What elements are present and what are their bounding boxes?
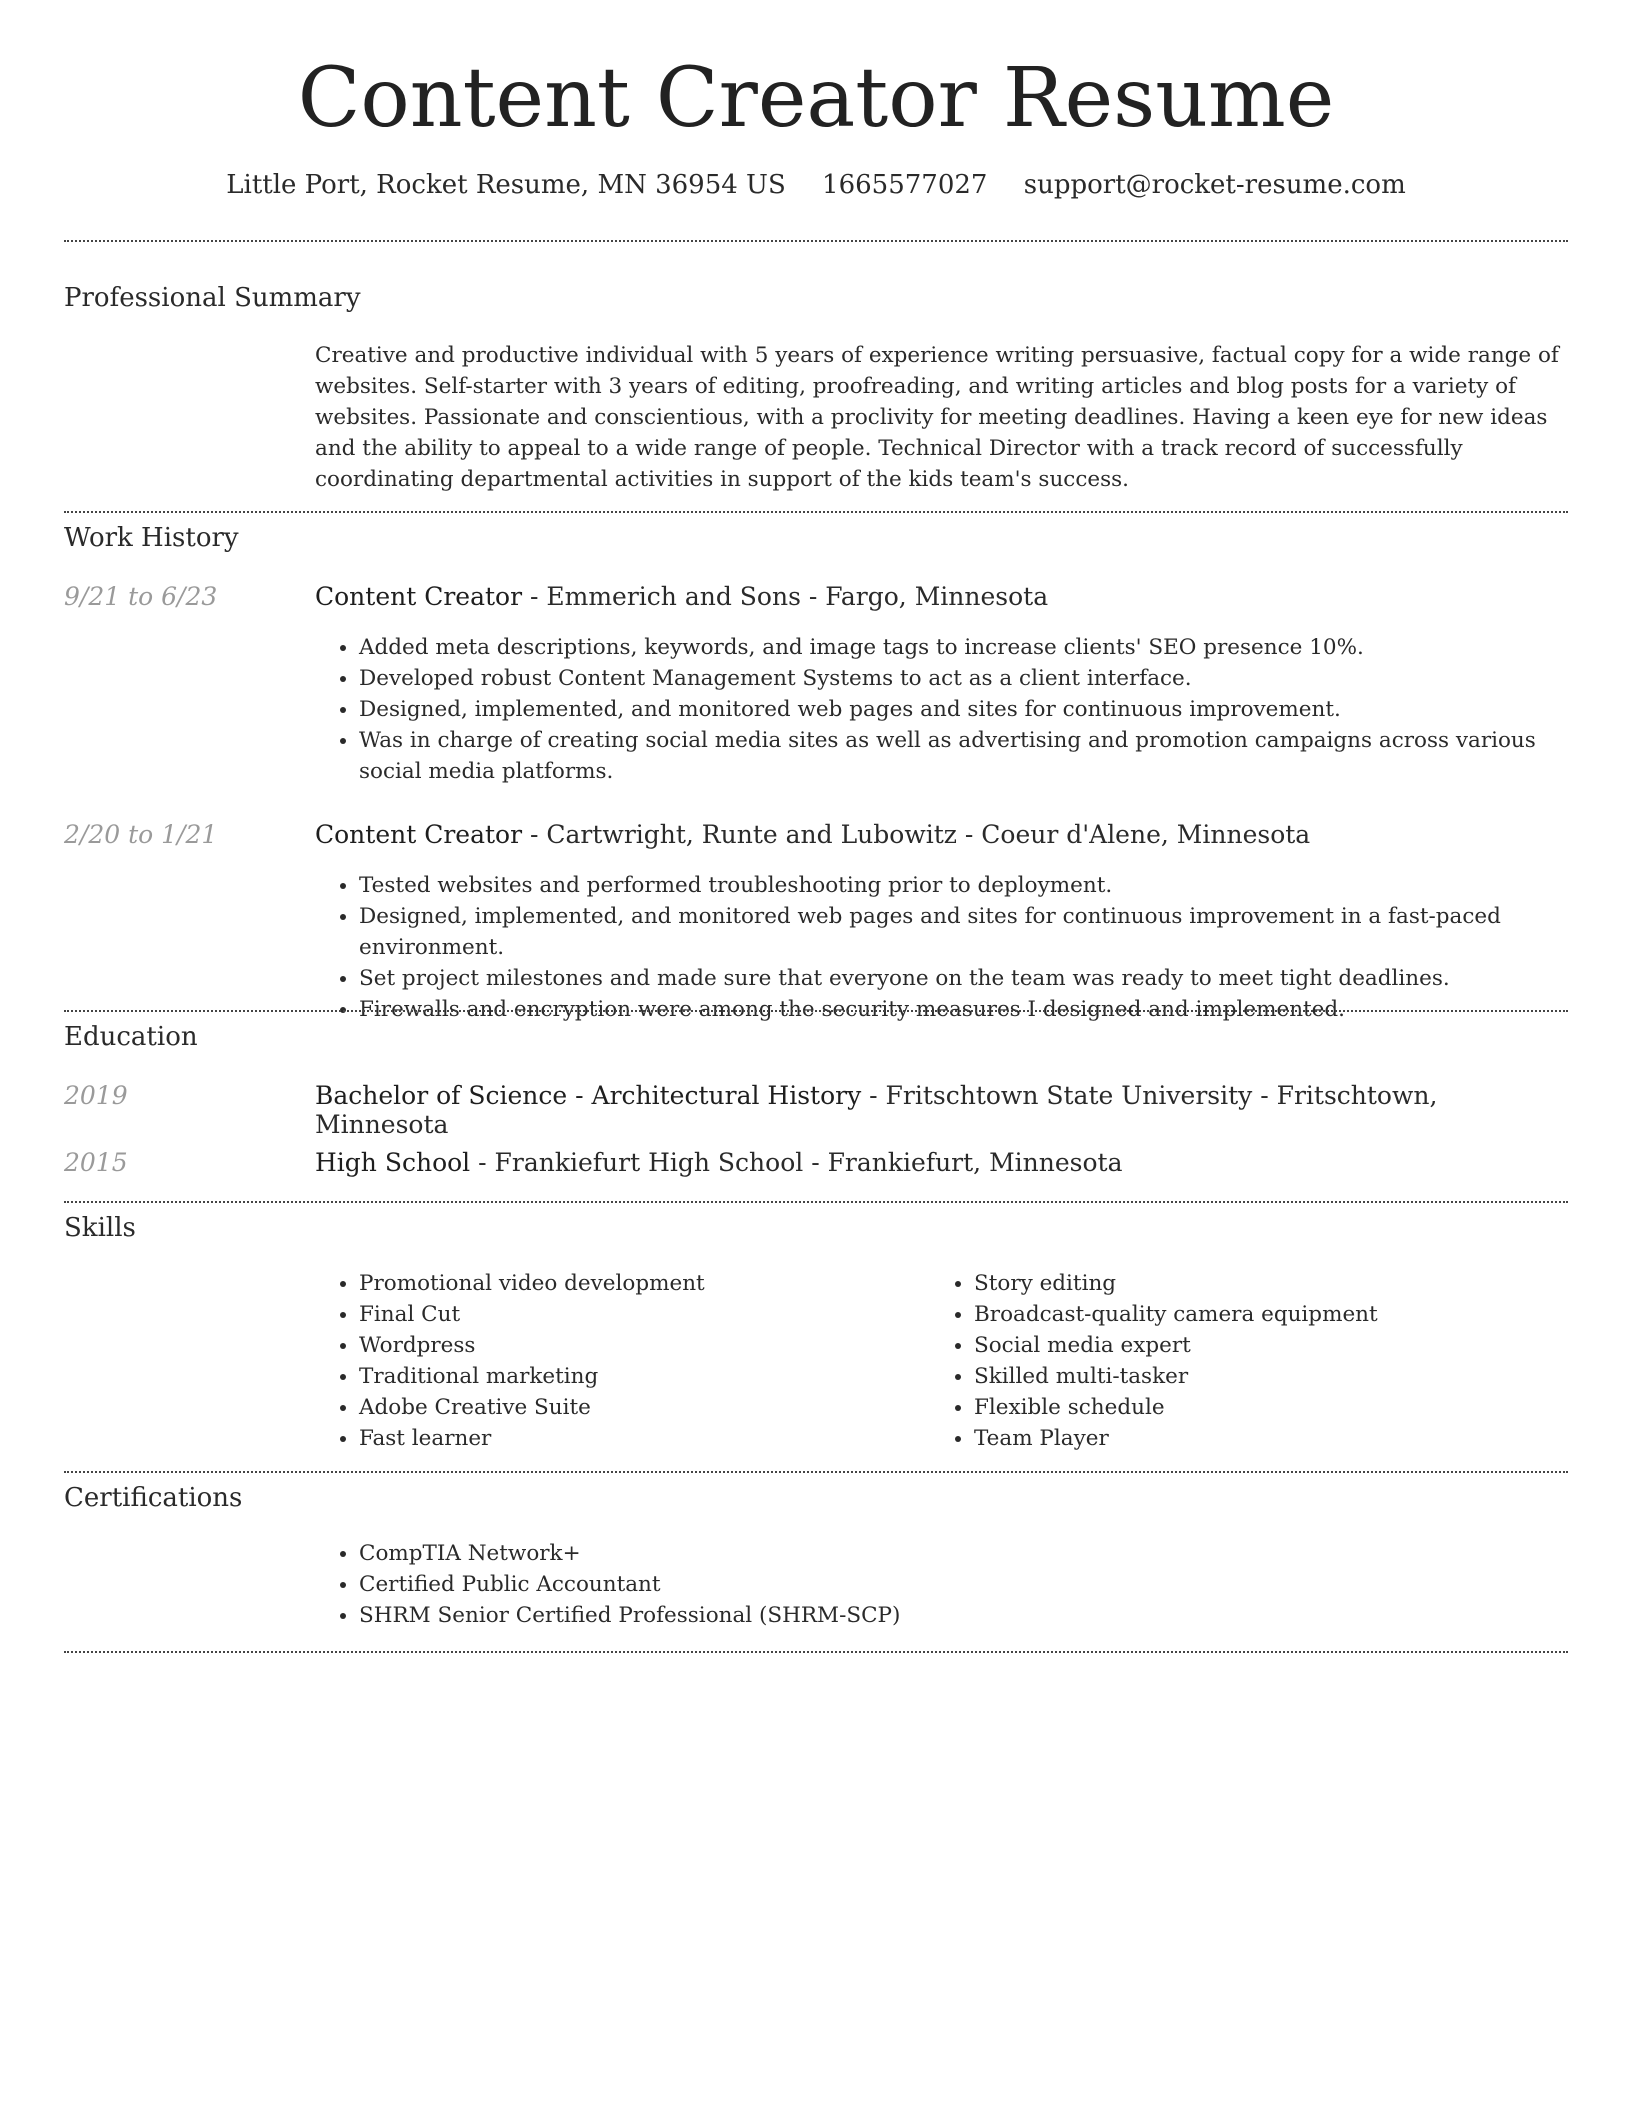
list-item: • Flexible schedule	[974, 1392, 1568, 1423]
contact-email: support@rocket-resume.com	[1023, 170, 1406, 200]
list-item: • Social media expert	[974, 1330, 1568, 1361]
resume-name: Content Creator Resume	[297, 51, 1335, 146]
job-role: Content Creator	[315, 820, 523, 849]
education-entry	[315, 1081, 1568, 1139]
education-year: 2019	[64, 1081, 128, 1110]
education-degree: High School	[315, 1148, 471, 1177]
certifications-list	[315, 1538, 1568, 1631]
list-item: • Skilled multi-tasker	[974, 1361, 1568, 1392]
list-item: • Developed robust Content Management Systems to act as a client interface.	[359, 663, 1568, 694]
education-year: 2015	[64, 1148, 128, 1177]
job-dates: 2/20 to 1/21	[64, 820, 218, 849]
contact-address: Little Port, Rocket Resume, MN 36954 US	[226, 170, 786, 200]
divider	[64, 1651, 1568, 1653]
contact-phone: 1665577027	[822, 170, 988, 200]
education-degree: Bachelor of Science - Architectural History	[315, 1081, 862, 1110]
job-details: - Emmerich and Sons - Fargo, Minnesota	[522, 582, 1049, 611]
list-item: • Promotional video development	[359, 1268, 915, 1299]
job-bullets	[315, 870, 1568, 1025]
divider	[64, 240, 1568, 242]
list-item: • Story editing	[974, 1268, 1568, 1299]
list-item: • Designed, implemented, and monitored web pages and sites for continuous improvement in a fast-paced environment.	[359, 901, 1568, 963]
education-details: - Fritschtown State University - Fritschtown, Minnesota	[315, 1081, 1438, 1139]
section-title-certifications: Certifications	[64, 1483, 243, 1513]
list-item: • Final Cut	[359, 1299, 915, 1330]
divider	[64, 1471, 1568, 1473]
list-item: • Adobe Creative Suite	[359, 1392, 915, 1423]
list-item: • Wordpress	[359, 1330, 915, 1361]
job-bullets	[315, 632, 1568, 787]
section-title-work: Work History	[64, 523, 239, 553]
job-title	[315, 820, 1568, 849]
divider	[64, 1201, 1568, 1203]
divider	[64, 1010, 1568, 1012]
skills-list-left	[315, 1268, 915, 1454]
list-item: • Tested websites and performed troubleshooting prior to deployment.	[359, 870, 1568, 901]
divider	[64, 511, 1568, 513]
list-item: • Firewalls and encryption were among the security measures I designed and implemented.	[359, 994, 1568, 1025]
job-details: - Cartwright, Runte and Lubowitz - Coeur d'Alene, Minnesota	[522, 820, 1311, 849]
education-entry	[315, 1148, 1568, 1177]
summary-text: Creative and productive individual with 5 years of experience writing persuasive, factual copy for a wide range of websites. Self-starter with 3 years of editing, proofreading, and writing articles and blog posts for a variety of websites. Passionate and conscientious, with a proclivity for meeting deadlines. Having a keen eye for new ideas and the ability to appeal to a wide range of people. Technical Director with a track record of successfully coordinating departmental activities in support of the kids team's success.	[315, 343, 1559, 492]
skills-list-right	[930, 1268, 1568, 1454]
section-title-summary: Professional Summary	[64, 283, 361, 313]
list-item: • Designed, implemented, and monitored web pages and sites for continuous improvement.	[359, 694, 1568, 725]
list-item: • Fast learner	[359, 1423, 915, 1454]
list-item: • Team Player	[974, 1423, 1568, 1454]
section-title-education: Education	[64, 1022, 198, 1052]
list-item: • CompTIA Network+	[359, 1538, 1568, 1569]
job-title	[315, 582, 1568, 611]
list-item: • Traditional marketing	[359, 1361, 915, 1392]
list-item: • SHRM Senior Certified Professional (SHRM-SCP)	[359, 1600, 1568, 1631]
education-details: - Frankiefurt High School - Frankiefurt, Minnesota	[470, 1148, 1123, 1177]
list-item: • Broadcast-quality camera equipment	[974, 1299, 1568, 1330]
list-item: • Certified Public Accountant	[359, 1569, 1568, 1600]
list-item: • Set project milestones and made sure that everyone on the team was ready to meet tight deadlines.	[359, 963, 1568, 994]
list-item: • Added meta descriptions, keywords, and image tags to increase clients' SEO presence 10%.	[359, 632, 1568, 663]
job-dates: 9/21 to 6/23	[64, 582, 218, 611]
section-title-skills: Skills	[64, 1213, 136, 1243]
contact-line	[0, 170, 1632, 200]
job-role: Content Creator	[315, 582, 523, 611]
list-item: • Was in charge of creating social media sites as well as advertising and promotion campaigns across various social media platforms.	[359, 725, 1568, 787]
